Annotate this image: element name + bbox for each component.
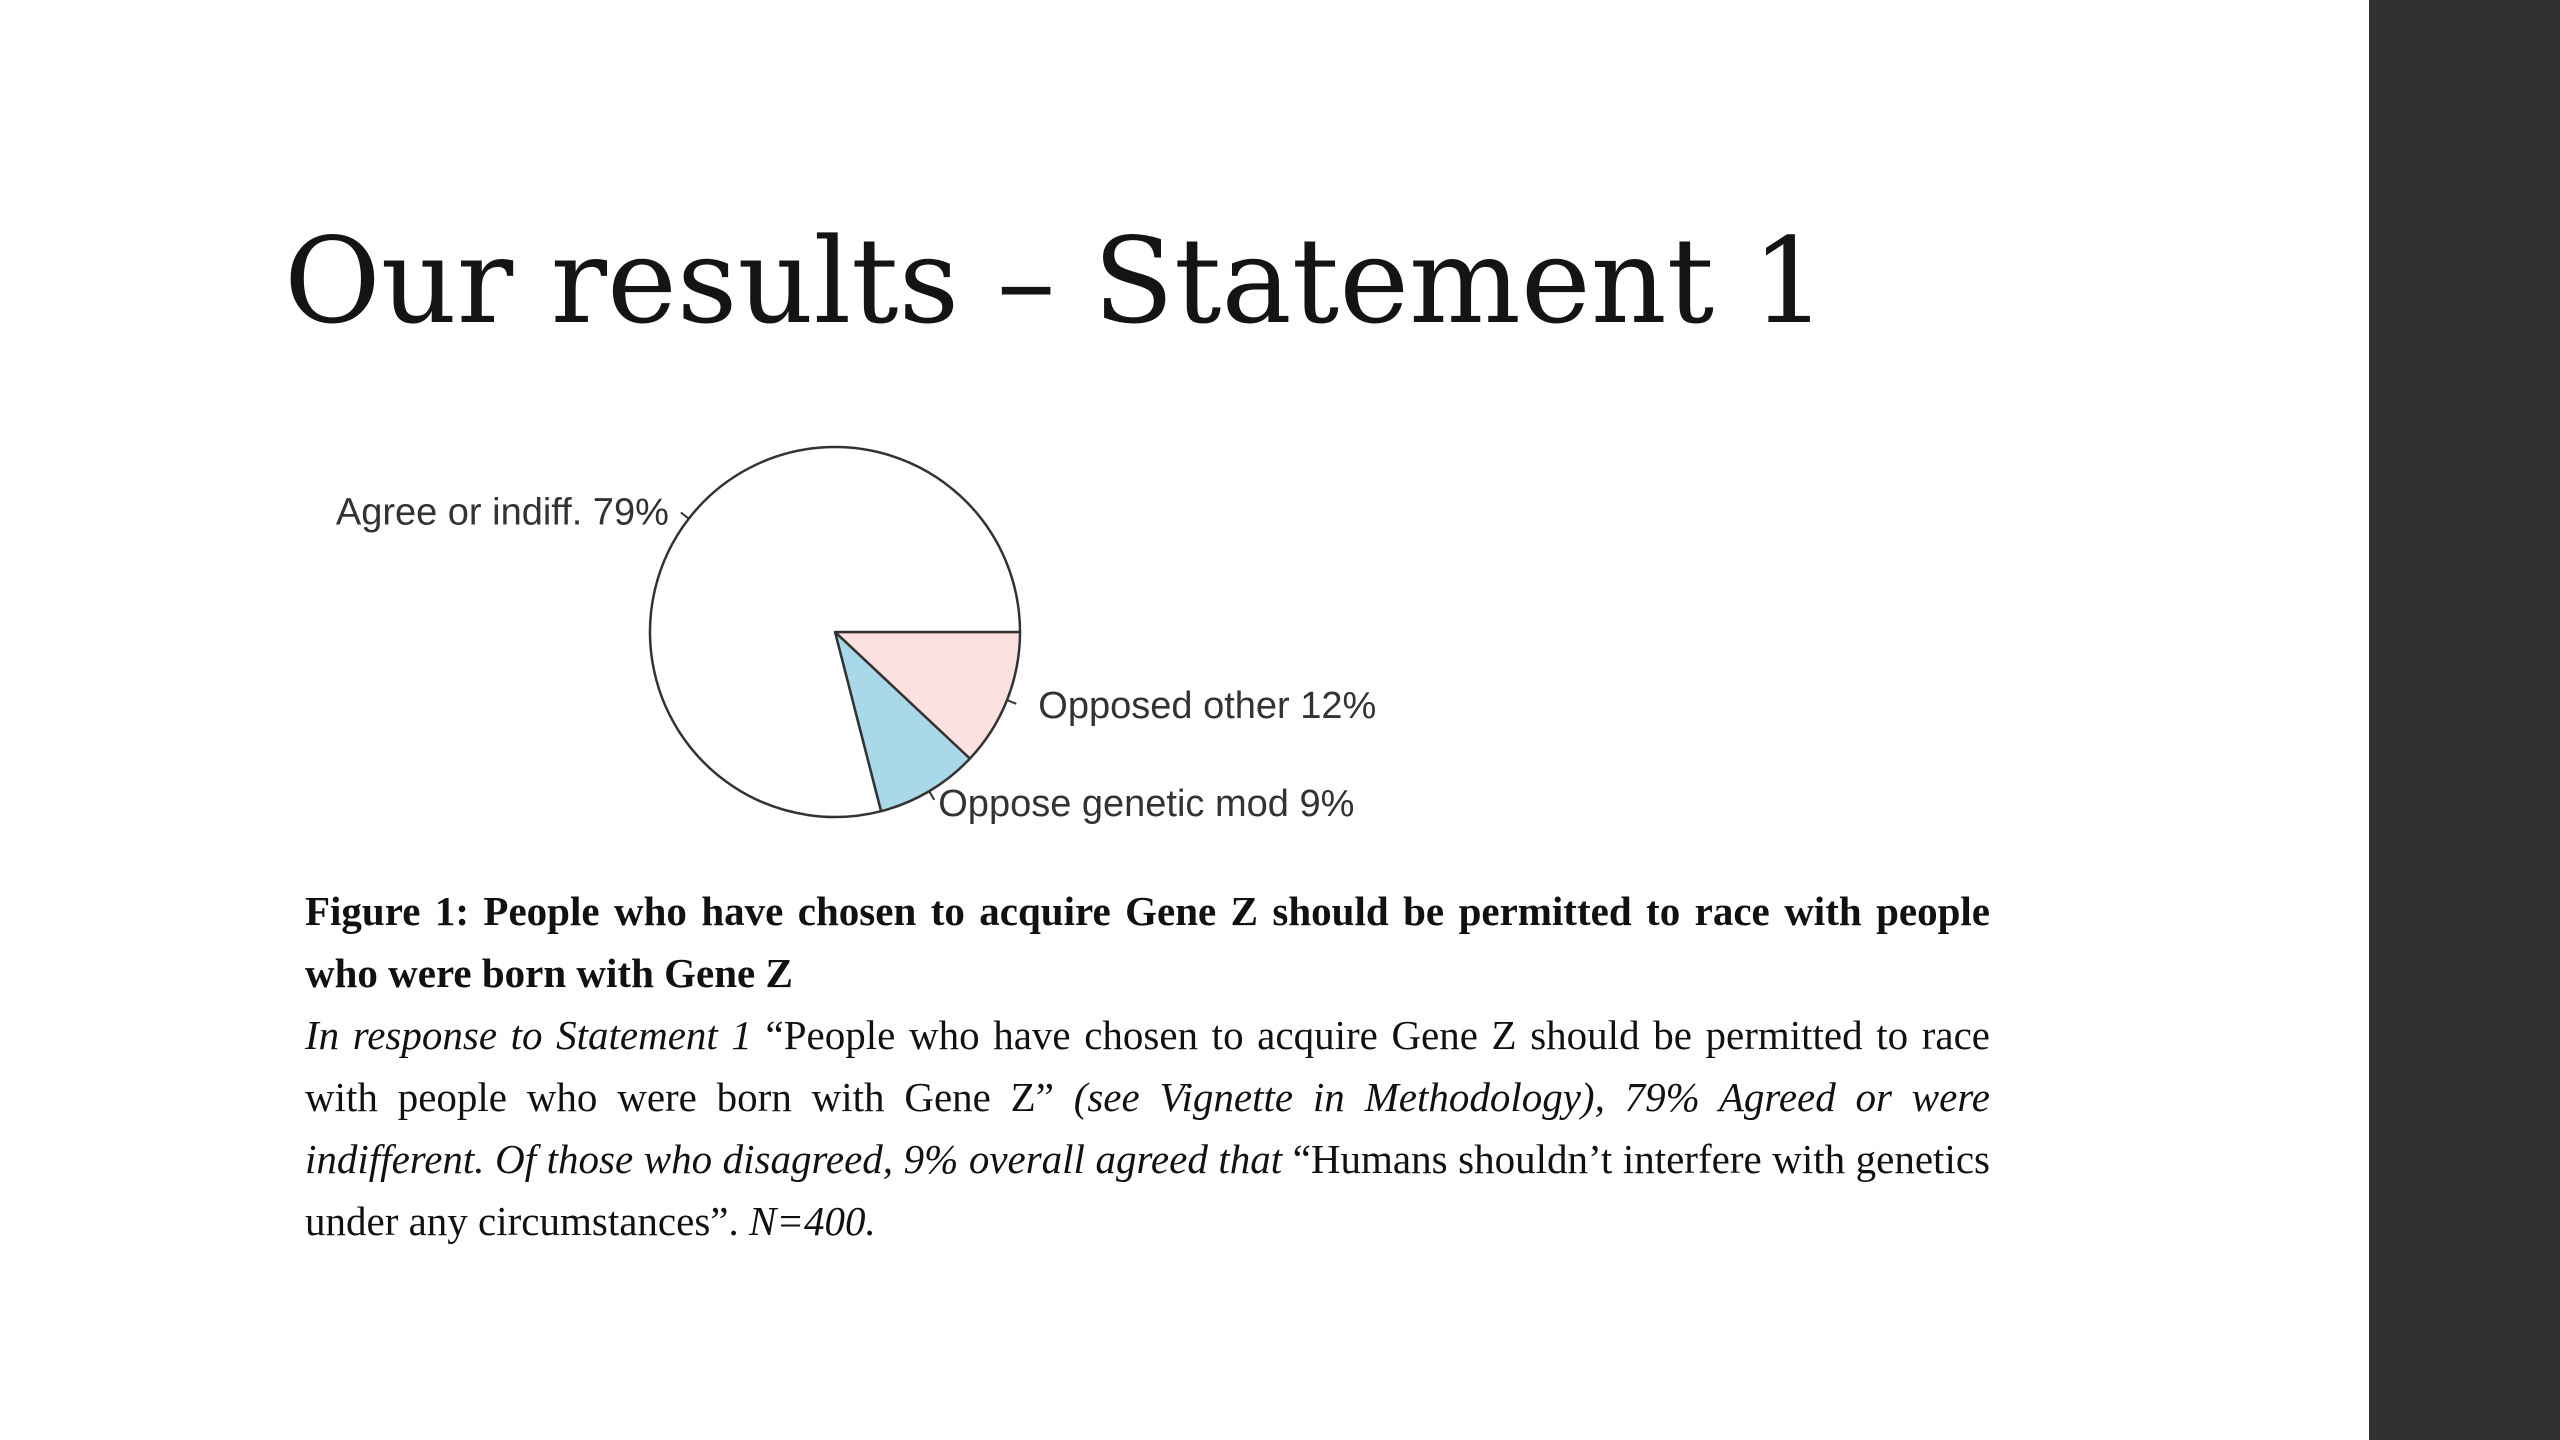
pie-slice-label: Agree or indiff. 79%	[335, 491, 669, 534]
pie-label-tick	[1007, 700, 1016, 704]
figure-description	[305, 1004, 1990, 1252]
pie-label-tick	[929, 791, 934, 800]
pie-chart	[300, 420, 1450, 850]
dark-side-panel	[2369, 0, 2560, 1440]
slide-title: Our results – Statement 1	[284, 212, 1827, 350]
pie-slice-label: Opposed other 12%	[1038, 684, 1377, 727]
figure-caption	[305, 880, 1990, 1252]
figure-title: Figure 1: People who have chosen to acquire Gene Z should be permitted to race with people who were born with Gene Z	[305, 888, 1990, 996]
pie-slices	[650, 447, 1020, 817]
pie-label-tick	[681, 512, 689, 518]
caption-run: “Humans shouldn’t interfere with genetics under any circumstances”.	[305, 1136, 1990, 1244]
caption-run: “People who have chosen to acquire Gene Z should be permitted to race with people who were born with Gene Z”	[305, 1012, 1990, 1120]
caption-run: In response to Statement 1	[305, 1012, 752, 1058]
caption-run: N=400.	[748, 1198, 876, 1244]
pie-slice-label: Oppose genetic mod 9%	[938, 782, 1355, 825]
caption-run: (see Vignette in Methodology), 79% Agreed or were indifferent. Of those who disagreed, 9% overall agreed that	[305, 1074, 1990, 1182]
